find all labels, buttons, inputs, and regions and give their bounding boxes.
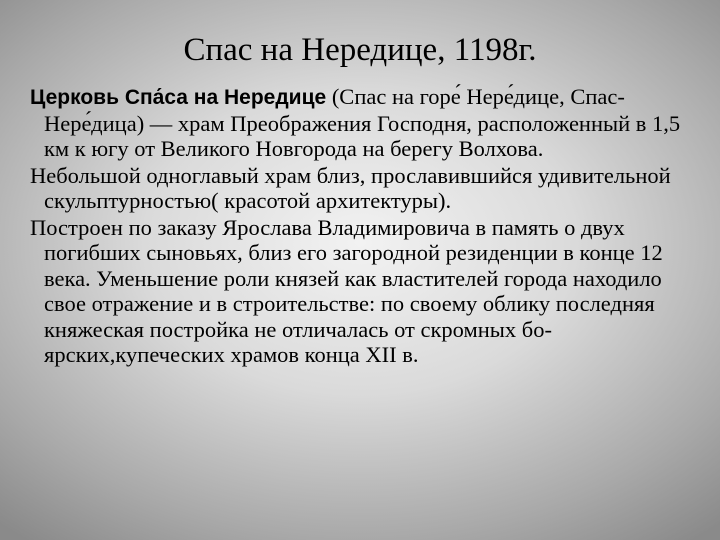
paragraph-history [30,215,702,368]
paragraph-text: Построен по заказу Ярослава Владимировича в память о двух погибших сыновьях, близ его загородной резиденции в конце 12 века. Уменьшение роли князей как властителей города находило свое отражение и в строительстве: по своему облику последняя княжеская постройка не отличалась от скромных бо-ярских,купеческих храмов конца XII в. [30,214,663,367]
paragraph-text: Небольшой одноглавый храм близ, прославившийся удивительной скульптурностью( красотой архитектуры). [30,162,671,213]
paragraph-text: (Спас на горе́ Нере́дице, Спас-Нере́дица) — храм Преображения Господня, расположенный в 1,5 км к югу от Великого Новгорода на берегу Волхова. [44,84,681,161]
paragraph-description [30,163,702,214]
church-name: Церковь Спа́са на Нередице [30,86,327,109]
slide-title: Спас на Нередице, 1198г. [183,32,537,68]
slide-body [30,84,702,369]
paragraph-church-intro [30,84,702,162]
